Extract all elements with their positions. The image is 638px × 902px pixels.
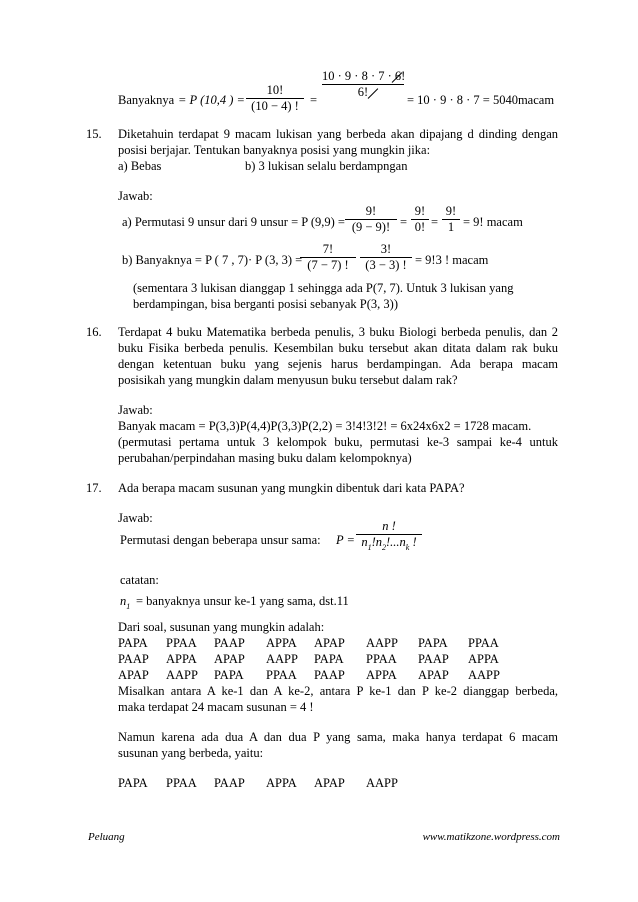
arrangement-cell: AAPP	[166, 668, 198, 682]
fraction-num: 7!	[322, 242, 334, 256]
top-eq: =	[310, 93, 318, 107]
equals-sign: =	[400, 215, 408, 229]
arrangement-cell: AAPP	[468, 668, 500, 682]
formula-denominator: $n_1!n_2!...n_k$ !	[361, 535, 417, 552]
problem-text-line: buku Fisika berbeda penulis. Kesembilan buku tersebut akan ditata dalam rak buku	[118, 341, 558, 355]
top-fraction-1-bar	[246, 98, 304, 99]
top-formula-lhs: = P (10,4 ) =	[178, 93, 245, 107]
option-a: a) Bebas	[118, 159, 162, 173]
arrangement-cell: APPA	[266, 776, 297, 790]
problem-text-line: Terdapat 4 buku Matematika berbeda penulis, 3 buku Biologi berbeda penulis, dan 2	[118, 325, 558, 339]
arrangement-cell: PAAP	[214, 776, 245, 790]
catatan-text: = banyaknya unsur ke-1 yang sama, dst.11	[136, 594, 349, 608]
arrangement-cell: PAPA	[418, 636, 448, 650]
fraction-den: (7 − 7) !	[307, 258, 349, 272]
namun-line: susunan yang berbeda, yaitu:	[118, 746, 264, 760]
jawab-label: Jawab:	[118, 511, 153, 525]
fraction-num: 9!	[365, 204, 377, 218]
footer-left: Peluang	[88, 831, 125, 843]
top-fraction-1-num: 10!	[266, 83, 284, 97]
fraction-bar	[345, 219, 397, 220]
top-formula-result: = 10 · 9 · 8 · 7 = 5040macam	[407, 93, 555, 107]
problem-text-line: posisi berjajar. Tentukan banyaknya posisi yang mungkin jika:	[118, 143, 431, 157]
problem-number: 16.	[86, 325, 102, 339]
fraction-num: 9!	[414, 204, 426, 218]
arrangement-cell: PAAP	[214, 636, 245, 650]
arrangement-cell: PPAA	[266, 668, 297, 682]
misal-line: maka terdapat 24 macam susunan = 4 !	[118, 700, 314, 714]
footer-right: www.matikzone.wordpress.com	[422, 831, 560, 843]
arrangement-cell: PPAA	[166, 636, 197, 650]
arrangement-cell: AAPP	[366, 636, 398, 650]
namun-line: Namun karena ada dua A dan dua P yang sama, maka hanya terdapat 6 macam	[118, 730, 558, 744]
grid-intro: Dari soal, susunan yang mungkin adalah:	[118, 620, 325, 634]
problem-text-line: dengan ketentuan buku yang sejenis harus berdampingan. Ada berapa macam	[118, 357, 558, 371]
jawab-label: Jawab:	[118, 189, 153, 203]
note-line: perubahan/perpindahan masing buku dalam kelompoknya)	[118, 451, 412, 465]
arrangement-cell: PPAA	[166, 776, 197, 790]
arrangement-cell: APAP	[418, 668, 449, 682]
arrangement-cell: PAPA	[118, 776, 148, 790]
fraction-den: 0!	[414, 220, 426, 234]
note-line: (permutasi pertama untuk 3 kelompok buku, permutasi ke-3 sampai ke-4 untuk	[118, 435, 558, 449]
formula-numerator: n !	[382, 519, 396, 533]
catatan-label: catatan:	[120, 573, 159, 587]
top-fraction-2-den: 6!	[357, 85, 369, 99]
top-fraction-1-den: (10 − 4) !	[251, 99, 299, 113]
misal-line: Misalkan antara A ke-1 dan A ke-2, antara P ke-1 dan P ke-2 dianggap berbeda,	[118, 684, 558, 698]
arrangement-cell: APPA	[366, 668, 397, 682]
arrangement-cell: PAPA	[118, 636, 148, 650]
fraction-bar	[300, 257, 356, 258]
arrangement-cell: AAPP	[366, 776, 398, 790]
formula-label: Permutasi dengan beberapa unsur sama:	[120, 533, 321, 547]
problem-number: 15.	[86, 127, 102, 141]
equals-sign: =	[431, 215, 439, 229]
fraction-num: 9!	[445, 204, 457, 218]
arrangement-cell: APPA	[166, 652, 197, 666]
formula-fraction	[356, 520, 422, 550]
fraction-den: (3 − 3) !	[365, 258, 407, 272]
arrangement-cell: APAP	[214, 652, 245, 666]
fraction-den: 1	[447, 220, 455, 234]
arrangement-cell: APPA	[266, 636, 297, 650]
arrangement-cell: PAAP	[118, 652, 149, 666]
arrangement-cell: PAPA	[314, 652, 344, 666]
answer-a-text: a) Permutasi 9 unsur dari 9 unsur = P (9,9) =	[122, 215, 345, 229]
fraction-bar	[360, 257, 412, 258]
arrangement-cell: APAP	[118, 668, 149, 682]
arrangement-cell: APAP	[314, 636, 345, 650]
note-line: (sementara 3 lukisan dianggap 1 sehingga ada P(7, 7). Untuk 3 lukisan yang	[133, 281, 514, 295]
answer-b-text: b) Banyaknya = P ( 7 , 7)· P (3, 3) =	[122, 253, 303, 267]
arrangement-cell: PPAA	[366, 652, 397, 666]
fraction-bar	[411, 219, 429, 220]
top-formula-label: Banyaknya	[118, 93, 175, 107]
problem-question: Ada berapa macam susunan yang mungkin dibentuk dari kata PAPA?	[118, 481, 465, 495]
top-fraction-2-num: 10 · 9 · 8 · 7 · 6!	[322, 69, 406, 83]
fraction-den: (9 − 9)!	[351, 220, 391, 234]
option-b: b) 3 lukisan selalu berdampngan	[245, 159, 408, 173]
n1-symbol: $n_1$	[120, 594, 131, 611]
arrangement-cell: PAAP	[314, 668, 345, 682]
answer-b-result: = 9!3 ! macam	[415, 253, 489, 267]
problem-number: 17.	[86, 481, 102, 495]
answer-line: Banyak macam = P(3,3)P(4,4)P(3,3)P(2,2) = 3!4!3!2! = 6x24x6x2 = 1728 macam.	[118, 419, 532, 433]
arrangement-cell: PAPA	[214, 668, 244, 682]
problem-text-line: Diketahuin terdapat 9 macam lukisan yang berbeda akan dipajang d dinding dengan	[118, 127, 558, 141]
fraction-bar	[442, 219, 460, 220]
problem-text-line: posisikah yang mungkin dalam menyusun buku tersebut dalam rak?	[118, 373, 458, 387]
arrangement-cell: PPAA	[468, 636, 499, 650]
arrangement-cell: APAP	[314, 776, 345, 790]
arrangement-cell: AAPP	[266, 652, 298, 666]
note-line: berdampingan, bisa berganti posisi sebanyak P(3, 3))	[133, 297, 398, 311]
arrangement-cell: APPA	[468, 652, 499, 666]
answer-a-result: = 9! macam	[463, 215, 523, 229]
arrangement-cell: PAAP	[418, 652, 449, 666]
top-fraction-2-bar	[322, 84, 404, 85]
fraction-num: 3!	[380, 242, 392, 256]
jawab-label: Jawab:	[118, 403, 153, 417]
formula-lhs: P =	[336, 533, 355, 547]
fraction-bar	[356, 534, 422, 535]
